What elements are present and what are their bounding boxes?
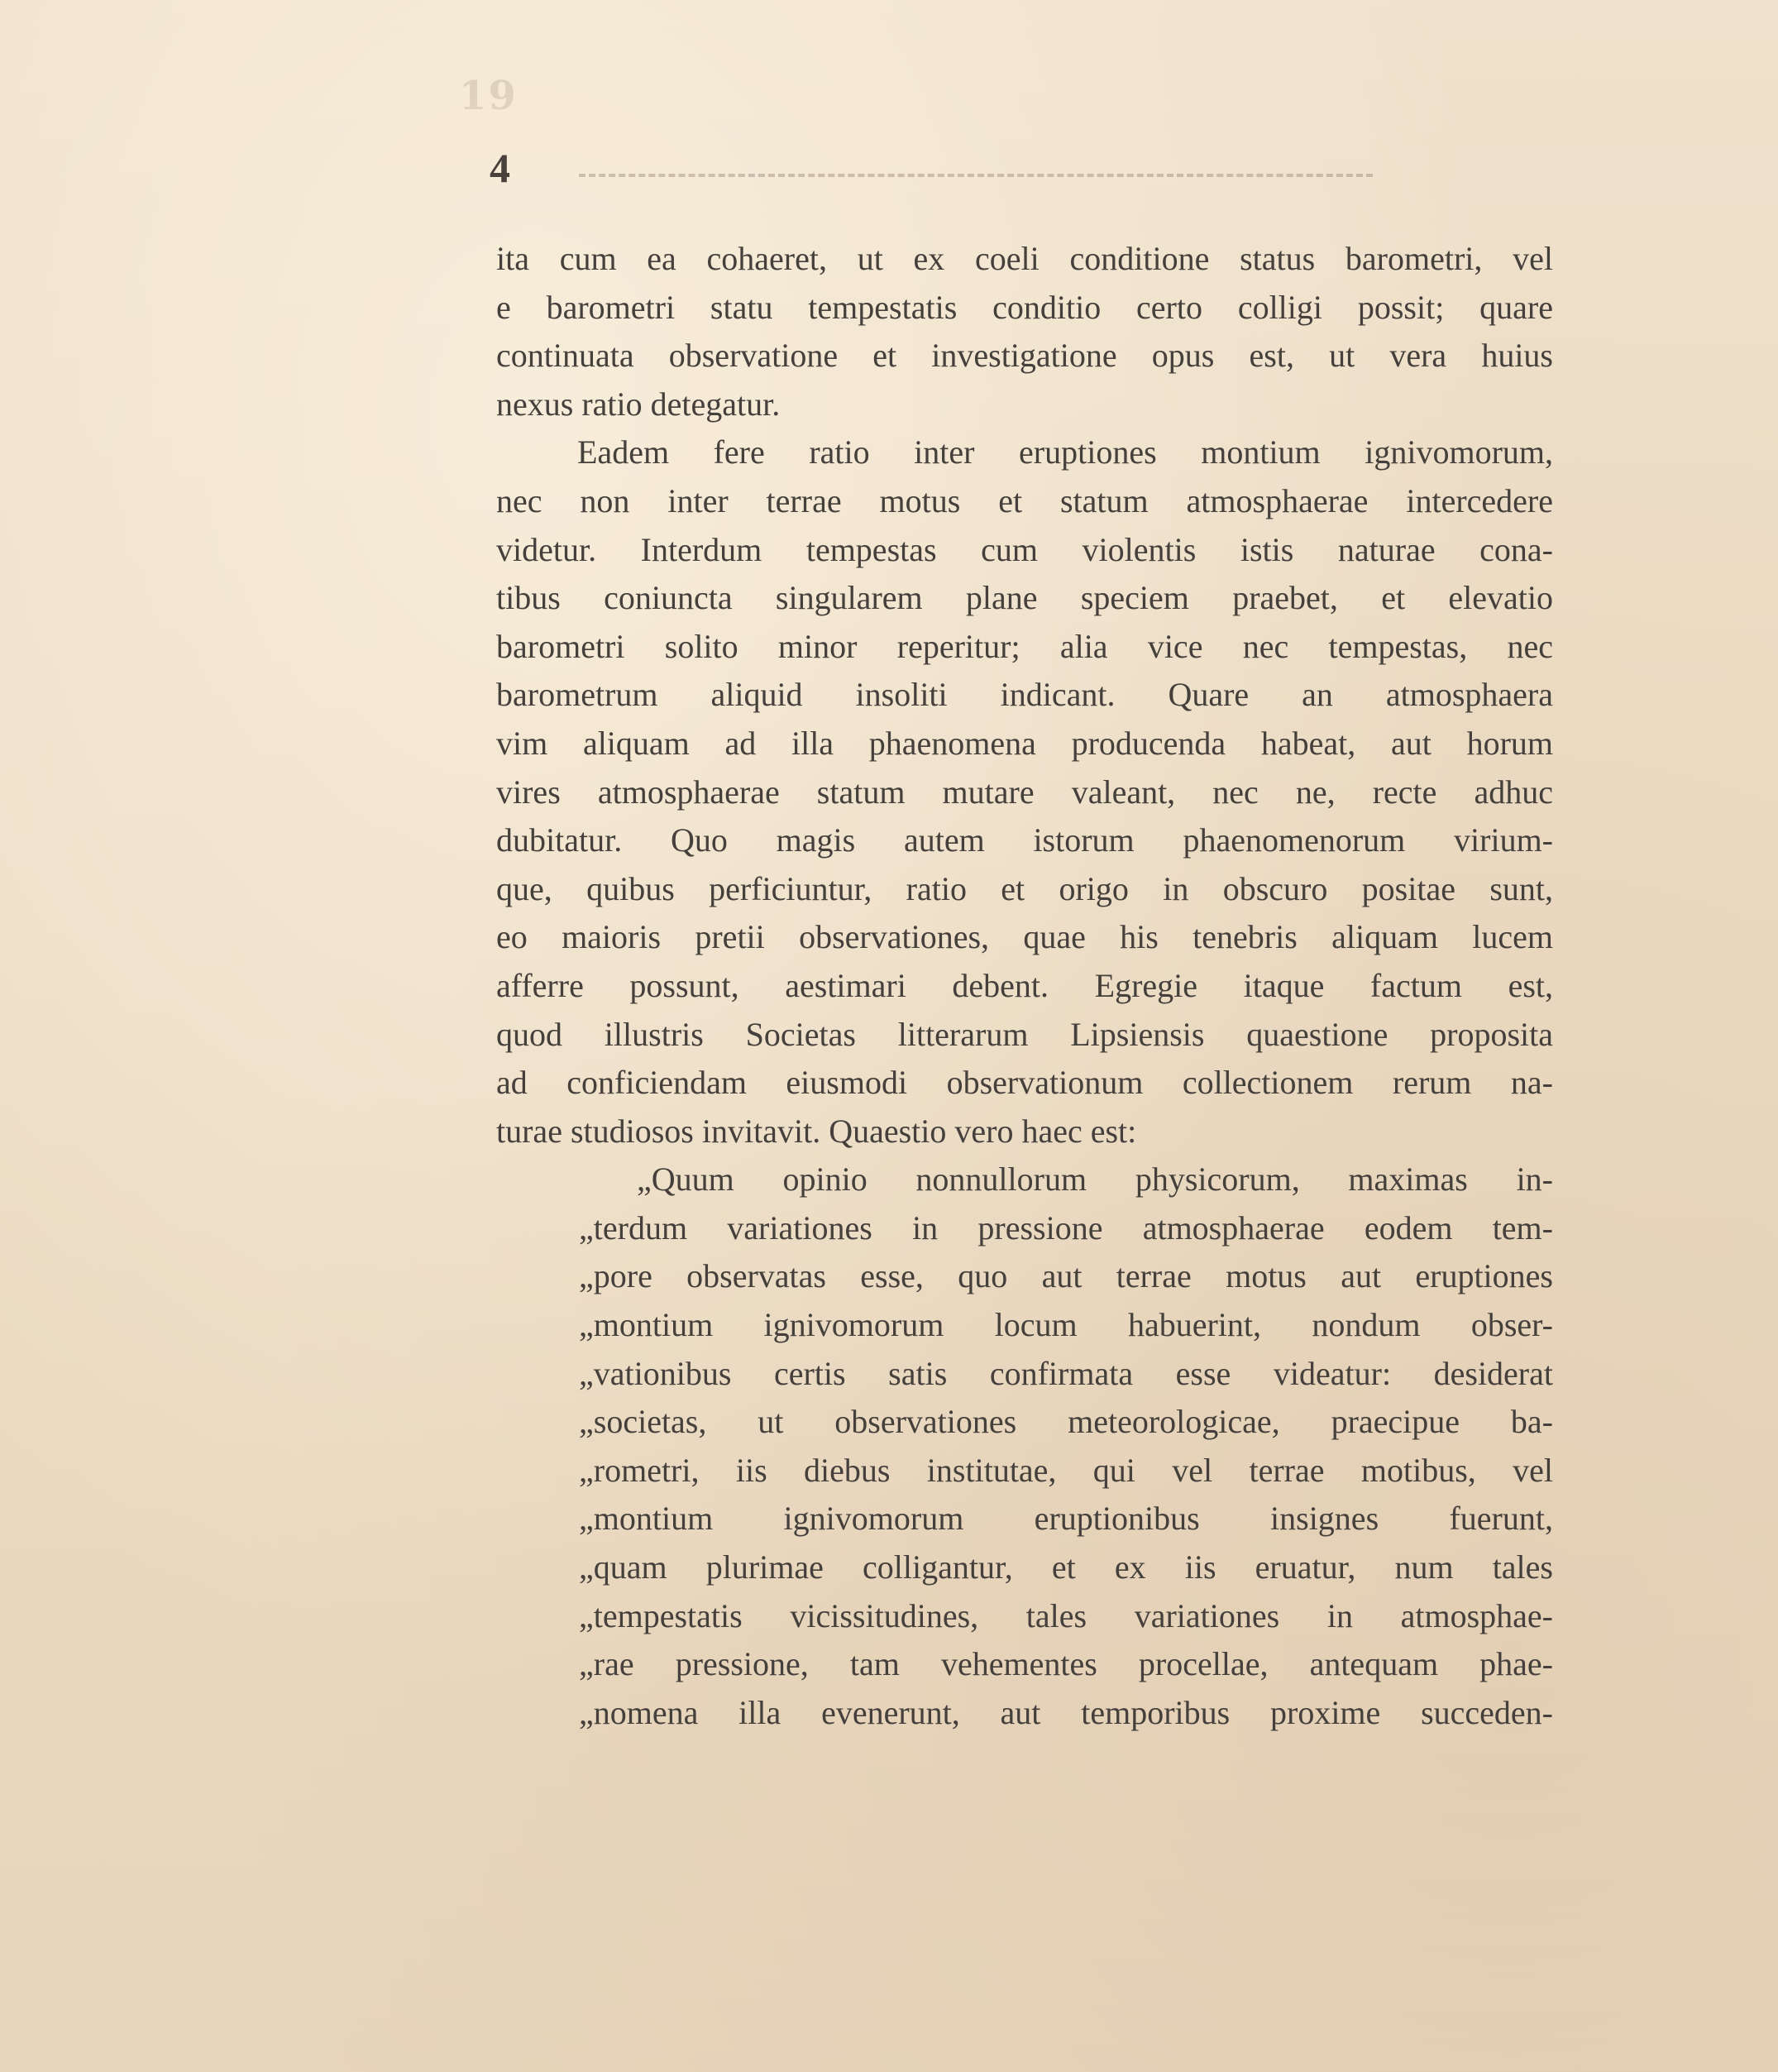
text-line: nec non inter terrae motus et statum atmosphaerae intercedere	[496, 481, 1553, 519]
text-line: continuata observatione et investigatione opus est, ut vera huius	[496, 337, 1553, 375]
paragraph-1	[496, 235, 1553, 428]
text-line: vim aliquam ad illa phaenomena producenda habeat, aut horum	[496, 724, 1553, 762]
quote-line: „terdum variationes in pressione atmosphaerae eodem tem-	[579, 1208, 1553, 1247]
text-line: e barometri statu tempestatis conditio certo colligi possit; quare	[496, 288, 1553, 326]
quote-line: „montium ignivomorum locum habuerint, nondum obser-	[579, 1306, 1553, 1344]
text-line: videtur. Interdum tempestas cum violentis istis naturae cona-	[496, 530, 1553, 568]
text-line: ad conficiendam eiusmodi observationum collectionem rerum na-	[496, 1064, 1553, 1102]
quote-line: „societas, ut observationes meteorologicae, praecipue ba-	[579, 1403, 1553, 1441]
text-line: vires atmosphaerae statum mutare valeant, nec ne, recte adhuc	[496, 773, 1553, 811]
quote-line: „montium ignivomorum eruptionibus insignes fuerunt,	[579, 1500, 1553, 1538]
text-line: turae studiosos invitavit. Quaestio vero haec est:	[496, 1112, 1137, 1150]
quote-line: „quam plurimae colligantur, et ex iis eruatur, num tales	[579, 1548, 1553, 1586]
quote-line: „rometri, iis diebus institutae, qui vel terrae motibus, vel	[579, 1451, 1553, 1489]
header-rule	[579, 174, 1373, 177]
text-line: Eadem fere ratio inter eruptiones montium ignivomorum,	[577, 433, 1553, 471]
text-line: afferre possunt, aestimari debent. Egregie itaque factum est,	[496, 966, 1553, 1004]
text-line: barometri solito minor reperitur; alia vice nec tempestas, nec	[496, 627, 1553, 665]
text-line: eo maioris pretii observationes, quae his tenebris aliquam lucem	[496, 918, 1553, 956]
block-quote	[496, 1156, 1553, 1737]
text-line: barometrum aliquid insoliti indicant. Quare an atmosphaera	[496, 676, 1553, 714]
page-number: 4	[490, 145, 510, 191]
text-line: ita cum ea cohaeret, ut ex coeli conditione status barometri, vel	[496, 240, 1553, 277]
text-line: que, quibus perficiuntur, ratio et origo in obscuro positae sunt,	[496, 869, 1553, 907]
text-line: dubitatur. Quo magis autem istorum phaenomenorum virium-	[496, 821, 1553, 859]
quote-line: „pore observatas esse, quo aut terrae motus aut eruptiones	[579, 1257, 1553, 1295]
quote-line: „Quum opinio nonnullorum physicorum, maximas in-	[637, 1160, 1553, 1199]
quote-line: „nomena illa evenerunt, aut temporibus proxime succeden-	[579, 1693, 1553, 1731]
text-line: quod illustris Societas litterarum Lipsiensis quaestione proposita	[496, 1015, 1553, 1053]
text-line: nexus ratio detegatur.	[496, 385, 781, 423]
quote-line: „rae pressione, tam vehementes procellae, antequam phae-	[579, 1645, 1553, 1683]
quote-line: „tempestatis vicissitudines, tales variationes in atmosphae-	[579, 1596, 1553, 1634]
paragraph-2	[496, 428, 1553, 1156]
body-text	[496, 235, 1553, 1737]
quote-line: „vationibus certis satis confirmata esse videatur: desiderat	[579, 1354, 1553, 1392]
faint-stamp-mark: 19	[459, 73, 518, 119]
text-line: tibus coniuncta singularem plane speciem praebet, et elevatio	[496, 579, 1553, 617]
